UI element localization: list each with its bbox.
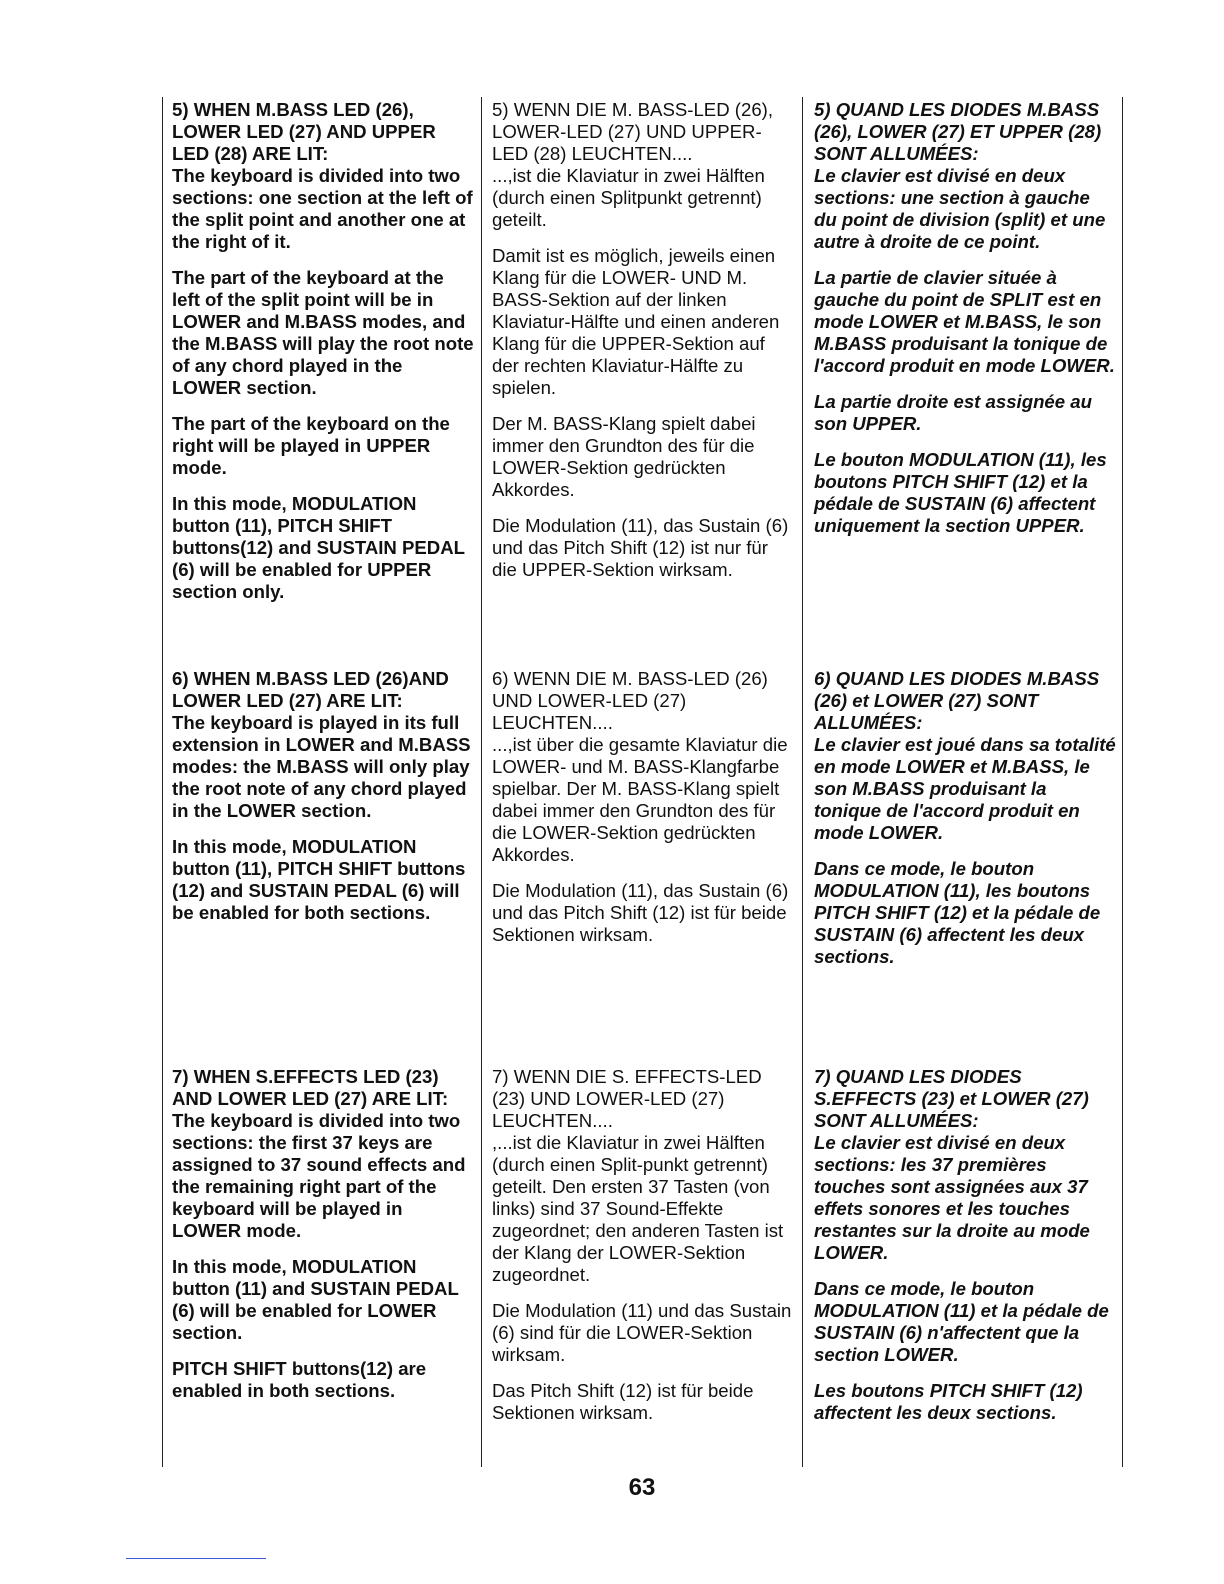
paragraph: In this mode, MODULATION button (11), PITCH SHIFT buttons(12) and SUSTAIN PEDAL (6) will be enabled for UPPER section only. [172,493,465,602]
paragraph: Le clavier est divisé en deux sections: les 37 premières touches sont assignées aux 37 effets sonores et les touches restantes sur la droite au mode LOWER. [814,1132,1090,1263]
paragraph: Les boutons PITCH SHIFT (12) affectent les deux sections. [814,1380,1083,1423]
page-number: 63 [628,1474,656,1501]
paragraph: In this mode, MODULATION button (11) and SUSTAIN PEDAL (6) will be enabled for LOWER section. [172,1256,459,1343]
paragraph: The part of the keyboard at the left of the split point will be in LOWER and M.BASS modes, and the M.BASS will play the root note of any chord played in the LOWER section. [172,267,474,398]
footer-divider [126,1558,266,1559]
paragraph: ,...ist die Klaviatur in zwei Hälften (durch einen Split-punkt getrennt) geteilt. Den ersten 37 Tasten (von links) sind 37 Sound-Effekte zugeordnet; den anderen Tasten ist der Klang der LOWER-Sektion zugeordnet. [492,1132,784,1285]
section-7-german [492,1066,794,1438]
column-rule-2 [802,97,803,1467]
paragraph: Die Modulation (11), das Sustain (6) und das Pitch Shift (12) ist nur für die UPPER-Sektion wirksam. [492,515,789,580]
section-heading: 6) WHEN M.BASS LED (26)AND LOWER LED (27) ARE LIT: [172,668,449,711]
paragraph: Dans ce mode, le bouton MODULATION (11), les boutons PITCH SHIFT (12) et la pédale de SUSTAIN (6) affectent les deux sections. [814,858,1101,967]
section-heading: 7) WENN DIE S. EFFECTS-LED (23) UND LOWER-LED (27) LEUCHTEN.... [492,1066,762,1131]
paragraph: The part of the keyboard on the right will be played in UPPER mode. [172,413,450,478]
section-heading: 7) WHEN S.EFFECTS LED (23) AND LOWER LED (27) ARE LIT: [172,1066,449,1109]
section-heading: 5) WENN DIE M. BASS-LED (26), LOWER-LED (27) UND UPPER-LED (28) LEUCHTEN.... [492,99,774,164]
section-6-german [492,668,794,960]
paragraph: The keyboard is played in its full extension in LOWER and M.BASS modes: the M.BASS will only play the root note of any chord played in the LOWER section. [172,712,471,821]
paragraph: ...,ist über die gesamte Klaviatur die LOWER- und M. BASS-Klangfarbe spielbar. Der M. BASS-Klang spielt dabei immer den Grundton des für die LOWER-Sektion gedrückten Akkordes. [492,734,788,865]
section-5-french [814,99,1116,551]
paragraph: Das Pitch Shift (12) ist für beide Sektionen wirksam. [492,1380,754,1423]
paragraph: La partie de clavier située à gauche du point de SPLIT est en mode LOWER et M.BASS, le son M.BASS produisant la tonique de l'accord produit en mode LOWER. [814,267,1115,376]
paragraph: The keyboard is divided into two sections: the first 37 keys are assigned to 37 sound effects and the remaining right part of the keyboard will be played in LOWER mode. [172,1110,466,1241]
paragraph: La partie droite est assignée au son UPPER. [814,391,1092,434]
paragraph: The keyboard is divided into two sections: one section at the left of the split point and another one at the right of it. [172,165,473,252]
column-rule-left [162,97,163,1467]
section-5-english [172,99,474,617]
paragraph: Der M. BASS-Klang spielt dabei immer den Grundton des für die LOWER-Sektion gedrückten Akkordes. [492,413,756,500]
section-heading: 6) WENN DIE M. BASS-LED (26) UND LOWER-LED (27) LEUCHTEN.... [492,668,768,733]
paragraph: Le clavier est joué dans sa totalité en mode LOWER et M.BASS, le son M.BASS produisant la tonique de l'accord produit en mode LOWER. [814,734,1116,843]
paragraph: Damit ist es möglich, jeweils einen Klang für die LOWER- UND M. BASS-Sektion auf der linken Klaviatur-Hälfte und einen anderen Klang für die UPPER-Sektion auf der rechten Klaviatur-Hälfte zu spielen. [492,245,780,398]
column-rule-1 [481,97,482,1467]
section-6-french [814,668,1116,982]
paragraph: ...,ist die Klaviatur in zwei Hälften (durch einen Splitpunkt getrennt) geteilt. [492,165,765,230]
section-7-english [172,1066,474,1416]
paragraph: Le clavier est divisé en deux sections: une section à gauche du point de division (split) et une autre à droite de ce point. [814,165,1106,252]
paragraph: In this mode, MODULATION button (11), PITCH SHIFT buttons (12) and SUSTAIN PEDAL (6) will be enabled for both sections. [172,836,466,923]
paragraph: Le bouton MODULATION (11), les boutons PITCH SHIFT (12) et la pédale de SUSTAIN (6) affectent uniquement la section UPPER. [814,449,1107,536]
paragraph: Die Modulation (11), das Sustain (6) und das Pitch Shift (12) ist für beide Sektionen wirksam. [492,880,789,945]
section-heading: 5) WHEN M.BASS LED (26), LOWER LED (27) AND UPPER LED (28) ARE LIT: [172,99,436,164]
paragraph: Dans ce mode, le bouton MODULATION (11) et la pédale de SUSTAIN (6) n'affectent que la section LOWER. [814,1278,1109,1365]
section-heading: 7) QUAND LES DIODES S.EFFECTS (23) et LOWER (27) SONT ALLUMÉES: [814,1066,1089,1131]
section-6-english [172,668,474,938]
section-heading: 5) QUAND LES DIODES M.BASS (26), LOWER (27) ET UPPER (28) SONT ALLUMÉES: [814,99,1102,164]
section-5-german [492,99,794,595]
paragraph: PITCH SHIFT buttons(12) are enabled in both sections. [172,1358,427,1401]
column-rule-right [1122,97,1123,1467]
paragraph: Die Modulation (11) und das Sustain (6) sind für die LOWER-Sektion wirksam. [492,1300,792,1365]
section-heading: 6) QUAND LES DIODES M.BASS (26) et LOWER (27) SONT ALLUMÉES: [814,668,1100,733]
section-7-french [814,1066,1116,1438]
